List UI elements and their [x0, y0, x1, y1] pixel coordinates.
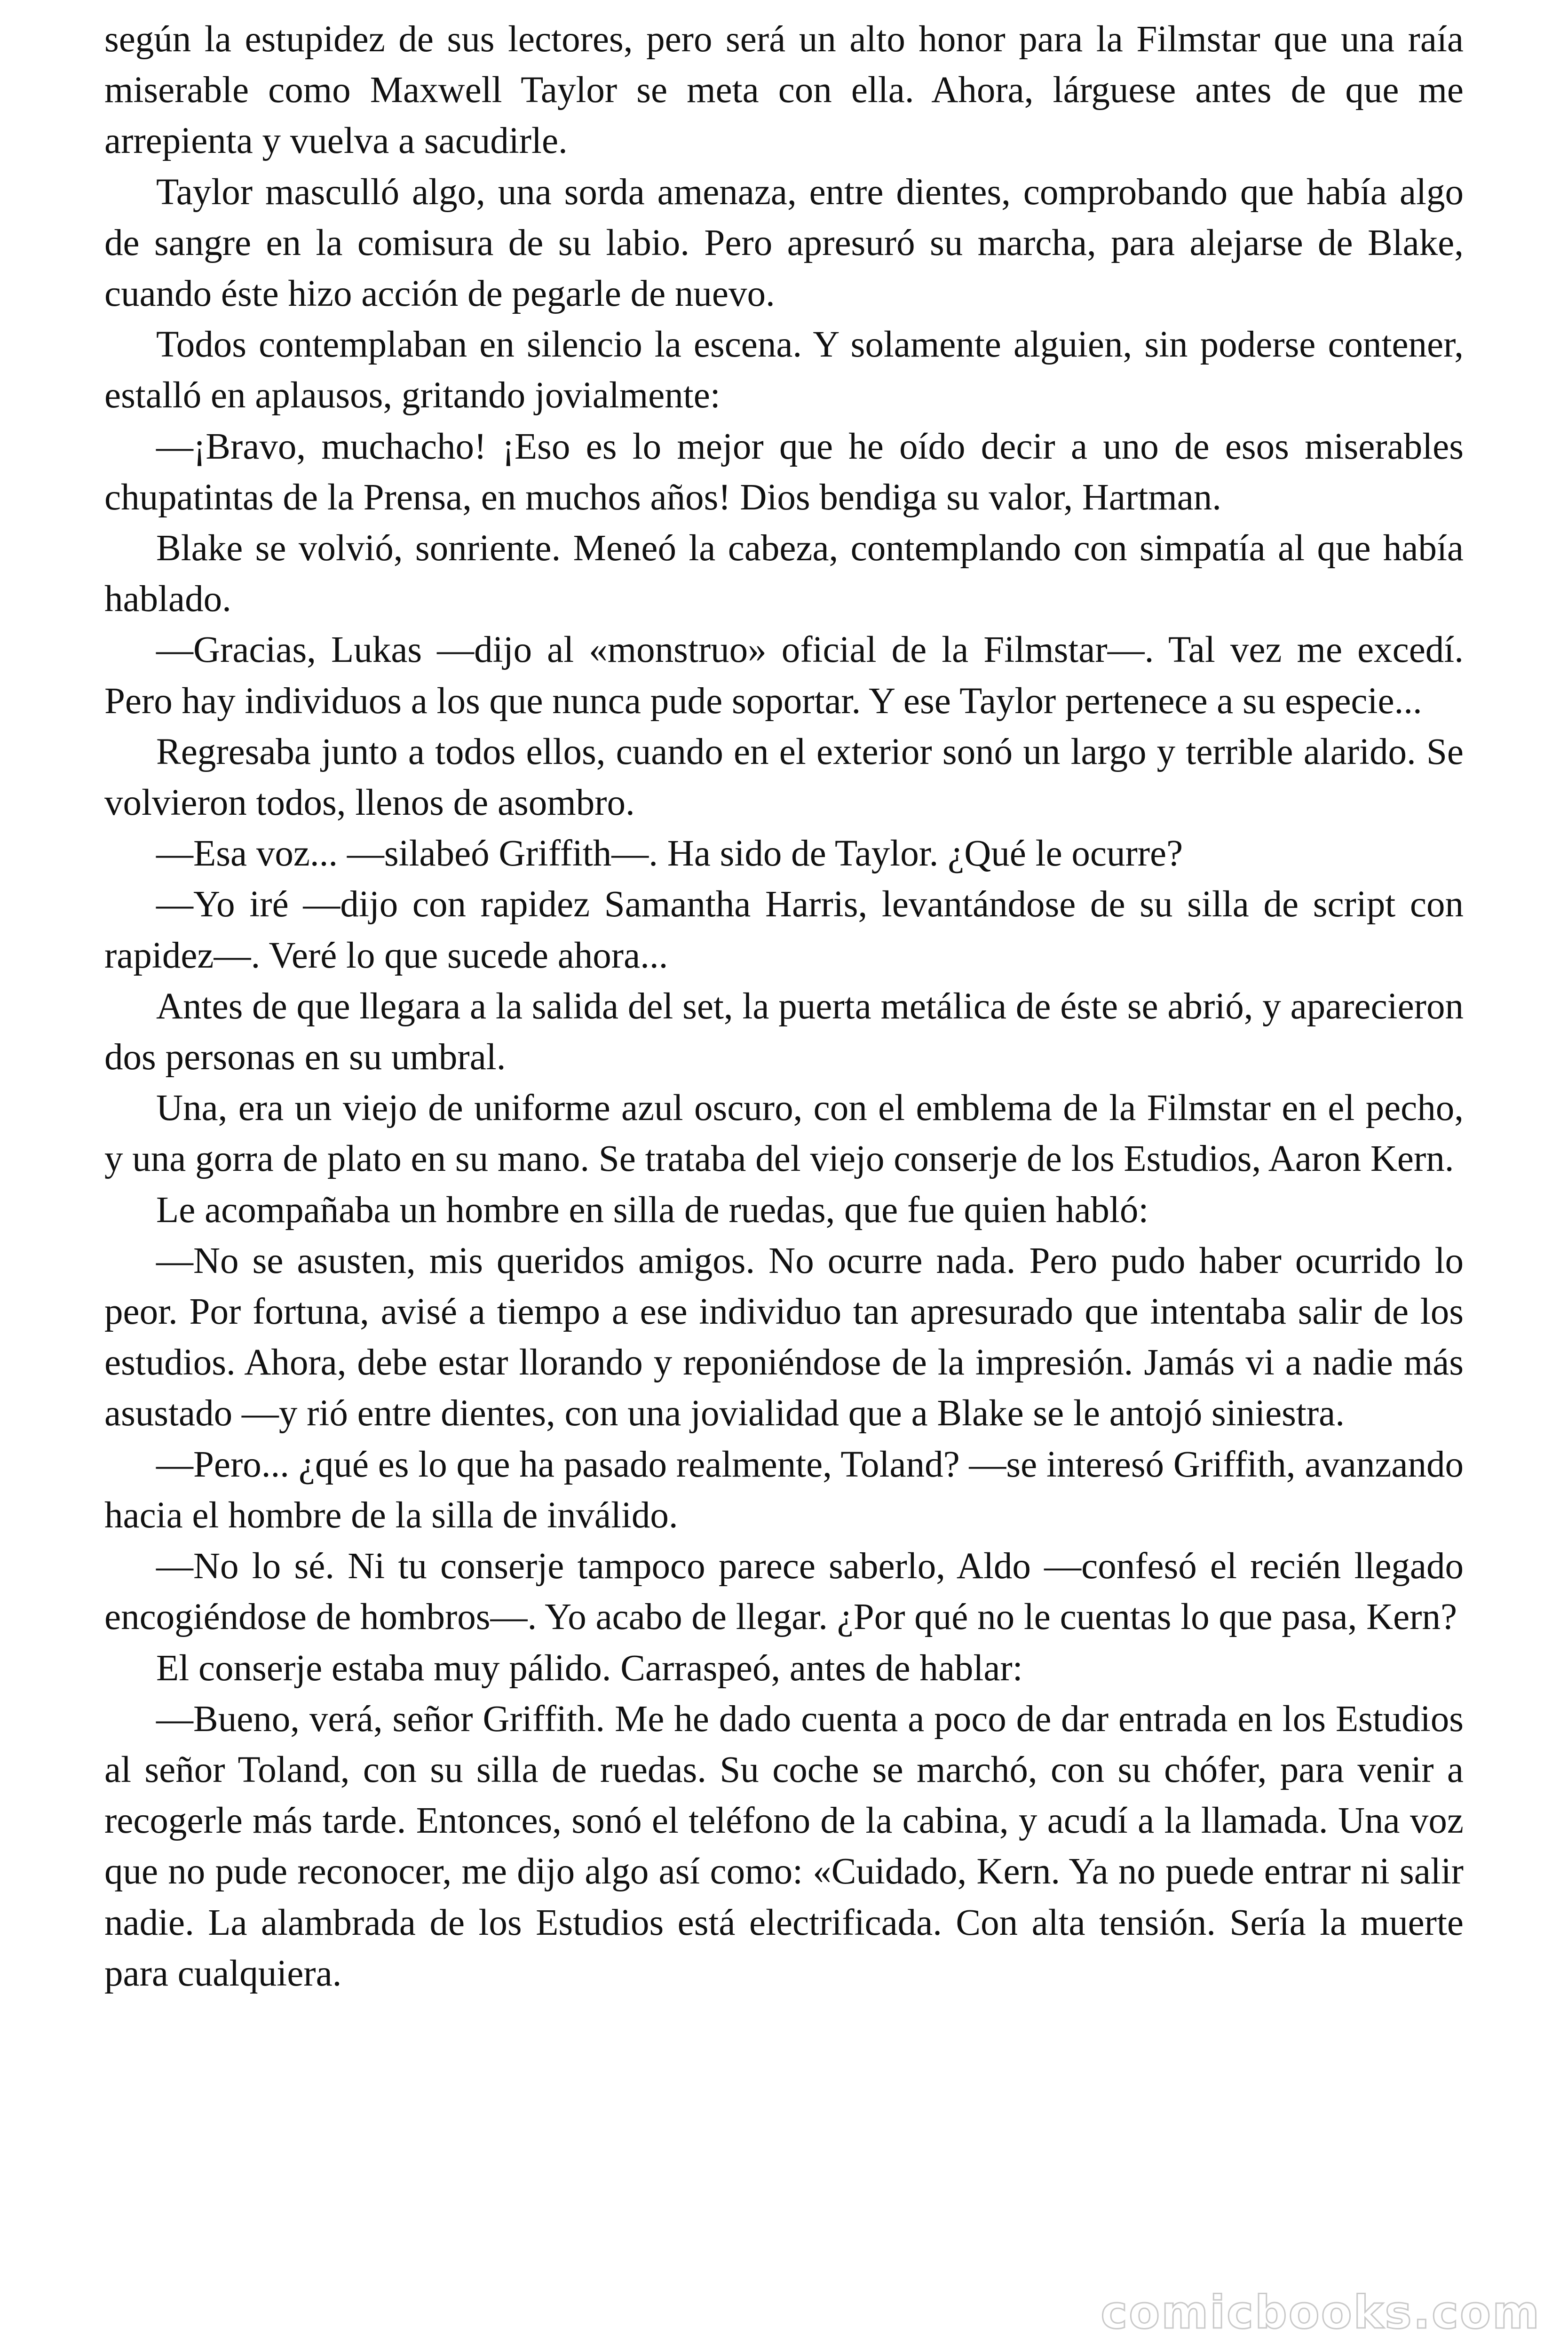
- paragraph-10: Antes de que llegara a la salida del set, la puerta metálica de éste se abrió, y aparecieron dos personas en su umbral.: [104, 985, 1464, 1078]
- paragraph-3: Todos contemplaban en silencio la escena. Y solamente alguien, sin poderse contener, estalló en aplausos, gritando jovialmente:: [104, 324, 1464, 416]
- paragraph-9: —Yo iré —dijo con rapidez Samantha Harris, levantándose de su silla de script con rapidez—. Veré lo que sucede ahora...: [104, 884, 1464, 976]
- document-page: [104, 14, 1464, 1999]
- paragraph-7: Regresaba junto a todos ellos, cuando en el exterior sonó un largo y terrible alarido. Se volvieron todos, llenos de asombro.: [104, 731, 1464, 824]
- paragraph-5: Blake se volvió, sonriente. Meneó la cabeza, contemplando con simpatía al que había hablado.: [104, 528, 1464, 620]
- watermark-logo: comicbooks.com: [1101, 2286, 1541, 2339]
- paragraph-1: según la estupidez de sus lectores, pero será un alto honor para la Filmstar que una raía miserable como Maxwell Taylor se meta con ella. Ahora, lárguese antes de que me arrepienta y vuelva a sacudirle.: [104, 19, 1464, 162]
- paragraph-2: Taylor masculló algo, una sorda amenaza, entre dientes, comprobando que había algo de sangre en la comisura de su labio. Pero apresuró su marcha, para alejarse de Blake, cuando éste hizo acción de pegarle de nuevo.: [104, 171, 1464, 315]
- paragraph-11: Una, era un viejo de uniforme azul oscuro, con el emblema de la Filmstar en el pecho, y una gorra de plato en su mano. Se trataba del viejo conserje de los Estudios, Aaron Kern.: [104, 1088, 1464, 1180]
- paragraph-12: Le acompañaba un hombre en silla de ruedas, que fue quien habló:: [156, 1189, 1149, 1231]
- paragraph-14: —Pero... ¿qué es lo que ha pasado realmente, Toland? —se interesó Griffith, avanzando hacia el hombre de la silla de inválido.: [104, 1444, 1464, 1536]
- paragraph-8: —Esa voz... —silabeó Griffith—. Ha sido de Taylor. ¿Qué le ocurre?: [156, 833, 1183, 874]
- paragraph-13: —No se asusten, mis queridos amigos. No ocurre nada. Pero pudo haber ocurrido lo peor. Por fortuna, avisé a tiempo a ese individuo tan apresurado que intentaba salir de los estudios. Ahora, debe estar llorando y reponiéndose de la impresión. Jamás vi a nadie más asustado —y rió entre dientes, con una jovialidad que a Blake se le antojó siniestra.: [104, 1240, 1464, 1434]
- paragraph-6: —Gracias, Lukas —dijo al «monstruo» oficial de la Filmstar—. Tal vez me excedí. Pero hay individuos a los que nunca pude soportar. Y ese Taylor pertenece a su especie...: [104, 629, 1464, 722]
- paragraph-4: —¡Bravo, muchacho! ¡Eso es lo mejor que he oído decir a uno de esos miserables chupatintas de la Prensa, en muchos años! Dios bendiga su valor, Hartman.: [104, 426, 1464, 518]
- paragraph-16: El conserje estaba muy pálido. Carraspeó, antes de hablar:: [156, 1647, 1023, 1689]
- paragraph-17: —Bueno, verá, señor Griffith. Me he dado cuenta a poco de dar entrada en los Estudios al señor Toland, con su silla de ruedas. Su coche se marchó, con su chófer, para venir a recogerle más tarde. Entonces, sonó el teléfono de la cabina, y acudí a la llamada. Una voz que no pude reconocer, me dijo algo así como: «Cuidado, Kern. Ya no puede entrar ni salir nadie. La alambrada de los Estudios está electrificada. Con alta tensión. Sería la muerte para cualquiera.: [104, 1698, 1464, 1994]
- paragraph-15: —No lo sé. Ni tu conserje tampoco parece saberlo, Aldo —confesó el recién llegado encogiéndose de hombros—. Yo acabo de llegar. ¿Por qué no le cuentas lo que pasa, Kern?: [104, 1546, 1464, 1638]
